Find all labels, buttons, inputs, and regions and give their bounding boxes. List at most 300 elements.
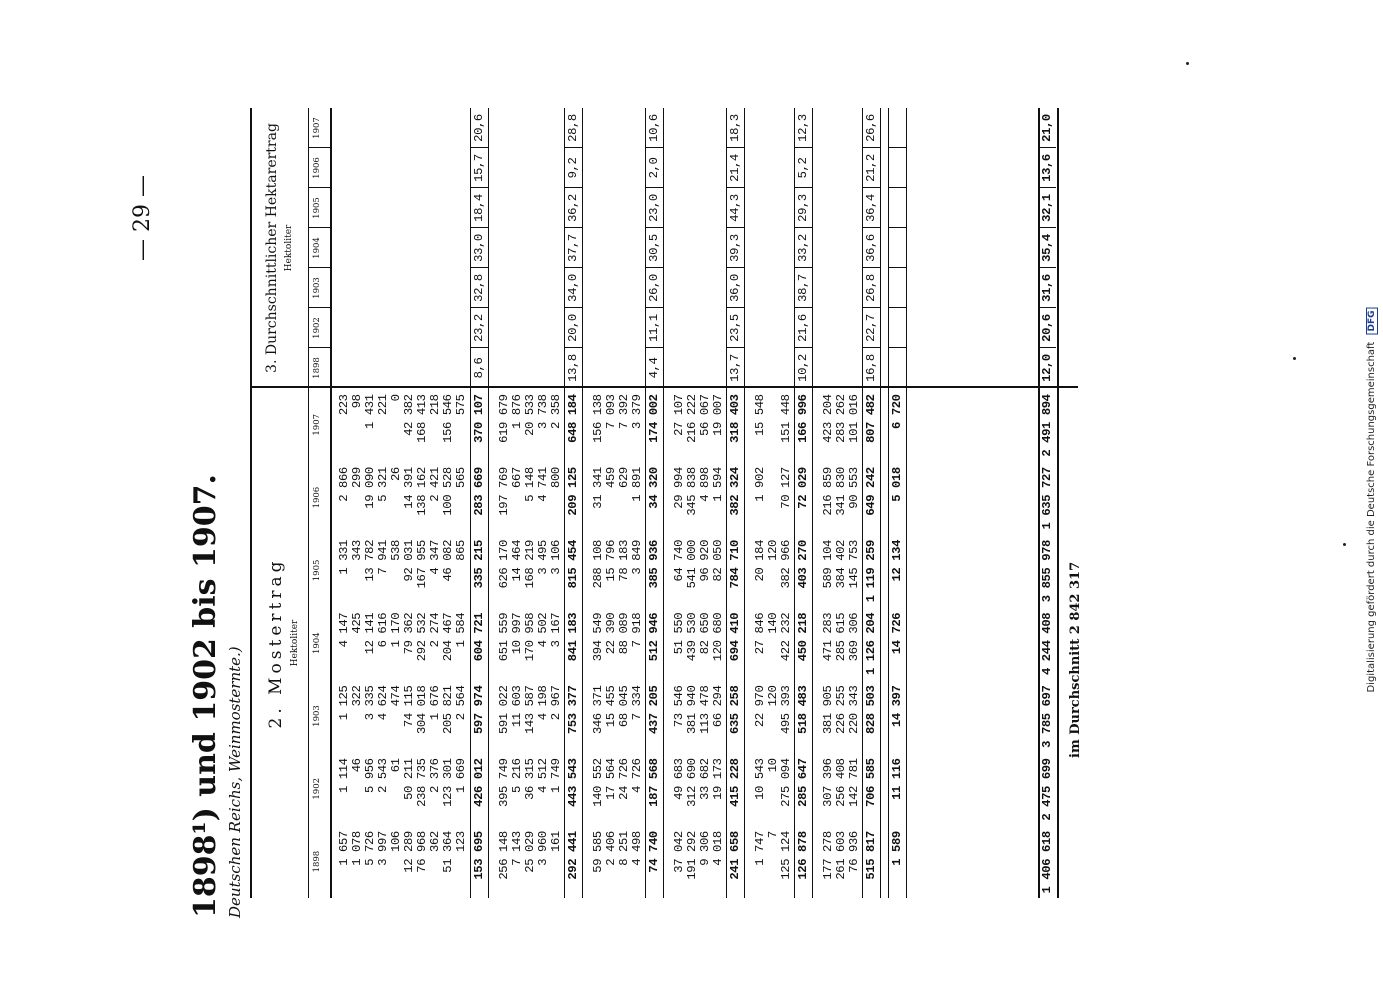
- table-bottom-rule: [1057, 108, 1059, 898]
- group-total-cell: 649 242: [864, 467, 879, 516]
- table-cell: 76 936: [847, 831, 862, 873]
- table-cell: 3 335: [363, 685, 378, 721]
- table-cell: 1 876: [509, 394, 524, 429]
- group-total-cell: 1 119 259: [864, 540, 879, 603]
- table-cell: 3 495: [535, 540, 550, 575]
- section3-title: 3. Durchschnittlicher Hektarertrag: [264, 123, 280, 373]
- table-cell: 382 966: [779, 540, 794, 589]
- group-rule: [488, 108, 489, 898]
- table-cell: 4 741: [535, 467, 550, 502]
- group-total-cell: 12 134: [890, 540, 905, 582]
- group-total-cell: 648 184: [565, 394, 580, 443]
- grand-total-cell: 1 635 727: [1040, 467, 1054, 530]
- yield-cell-rule: [727, 267, 744, 268]
- group-total-cell: 5 018: [890, 467, 905, 502]
- table-cell: 10 997: [509, 612, 524, 655]
- yield-cell: 34,0: [565, 274, 580, 302]
- table-cell: 283 262: [834, 394, 849, 443]
- yield-cell-rule: [889, 187, 906, 188]
- table-cell: 341 830: [834, 467, 849, 516]
- group-total-cell: 335 215: [471, 540, 486, 589]
- table-cell: 1 078: [350, 831, 365, 866]
- table-cell: 575: [454, 394, 469, 416]
- yield-cell-rule: [727, 147, 744, 148]
- yield-cell-rule: [863, 307, 880, 308]
- table-cell: 4 726: [629, 758, 644, 793]
- table-cell: 3 997: [376, 831, 391, 866]
- yield-cell-rule: [795, 347, 812, 348]
- table-cell: 92 031: [402, 540, 417, 582]
- table-cell: 1 584: [454, 612, 469, 648]
- table-cell: 345 838: [685, 467, 699, 516]
- grand-total-cell: 2 475 699: [1040, 758, 1054, 821]
- table-cell: 565: [454, 467, 469, 488]
- table-cell: 381 940: [685, 685, 699, 735]
- grand-yield-cell: 20,6: [1040, 314, 1054, 342]
- yield-column-rule: [308, 187, 330, 188]
- table-cell: 1 125: [337, 685, 351, 721]
- yield-cell: [891, 308, 904, 348]
- group-total-cell: 518 483: [796, 685, 811, 735]
- table-cell: 1 749: [548, 758, 563, 793]
- grand-total-cell: 4 244 408: [1040, 612, 1054, 676]
- table-cell: 7 334: [629, 685, 644, 721]
- table-cell: 541 000: [685, 540, 699, 589]
- grand-yield-cell: 35,4: [1040, 234, 1054, 262]
- table-cell: 474: [389, 685, 404, 707]
- table-cell: 205 821: [441, 685, 456, 735]
- table-cell: 100 528: [441, 467, 456, 516]
- section2-year-header: 1907: [312, 413, 322, 436]
- section2-year-header: 1904: [312, 632, 322, 655]
- table-cell: 1 747: [753, 831, 768, 866]
- table-cell: 346 371: [590, 685, 605, 735]
- table-cell: 88 089: [616, 612, 631, 655]
- section3-year-header: 1906: [312, 157, 322, 179]
- grand-total-cell: 3 855 978: [1040, 540, 1054, 603]
- table-cell: 5 726: [363, 831, 378, 866]
- table-cell: 25 029: [522, 831, 537, 873]
- yield-cell-rule: [565, 267, 582, 268]
- page-header: [130, 98, 244, 918]
- table-cell: 140: [766, 612, 781, 634]
- table-cell: 226 255: [834, 685, 849, 735]
- table-cell: 13 782: [363, 540, 378, 582]
- table-cell: 299: [350, 467, 365, 488]
- table-cell: 12 141: [363, 612, 378, 655]
- table-cell: 168 413: [415, 394, 430, 443]
- table-cell: 7 093: [603, 394, 618, 429]
- group-total-cell: 450 218: [796, 612, 811, 662]
- table-cell: 167 955: [415, 540, 430, 589]
- table-cell: 256 408: [834, 758, 849, 807]
- yield-cell-rule: [646, 227, 663, 228]
- group-total-cell: 11 116: [890, 758, 905, 800]
- yield-column-rule: [308, 307, 330, 308]
- table-cell: 101 016: [847, 394, 862, 443]
- yield-cell-rule: [795, 227, 812, 228]
- table-cell: 1 676: [428, 685, 443, 721]
- yield-cell-rule: [1039, 267, 1056, 268]
- yield-cell-rule: [889, 147, 906, 148]
- yield-cell-rule: [471, 147, 488, 148]
- table-cell: 362: [428, 831, 443, 852]
- table-cell: 46: [350, 758, 365, 773]
- group-total-cell: 187 568: [646, 758, 661, 807]
- group-total-cell: 815 454: [565, 540, 580, 589]
- section2-title: 2. Mostertrag: [266, 557, 286, 729]
- table-cell: 3 379: [629, 394, 644, 429]
- table-cell: 2 274: [428, 612, 443, 648]
- table-cell: 14 464: [509, 540, 524, 582]
- table-cell: 27 107: [671, 394, 686, 436]
- table-cell: 256 148: [496, 831, 511, 880]
- section2-year-header: 1902: [312, 777, 322, 800]
- yield-cell-rule: [889, 347, 906, 348]
- table-cell: 343: [350, 540, 365, 561]
- yield-cell-rule: [471, 187, 488, 188]
- table-cell: 216 222: [685, 394, 699, 443]
- table-cell: 197 769: [496, 467, 511, 516]
- table-cell: 22 390: [603, 612, 618, 655]
- group-rule: [744, 108, 745, 898]
- table-cell: 73 546: [671, 685, 686, 728]
- table-cell: 29 994: [671, 467, 686, 509]
- group-total-cell: 318 403: [728, 394, 743, 443]
- yield-cell-rule: [471, 307, 488, 308]
- yield-cell: 36,6: [864, 234, 879, 262]
- table-cell: 221: [376, 394, 391, 416]
- table-cell: 27 846: [753, 612, 768, 655]
- group-total-cell: 74 740: [646, 831, 661, 873]
- yield-cell: 21,4: [728, 154, 743, 182]
- table-cell: 20 533: [522, 394, 537, 436]
- table-cell: 49 683: [671, 758, 686, 800]
- table-cell: 191 292: [685, 831, 699, 880]
- table-cell: 6 616: [376, 612, 391, 648]
- table-cell: 307 396: [821, 758, 836, 807]
- grand-total-cell: 1 406 618: [1040, 831, 1054, 894]
- table-cell: 629: [616, 467, 631, 488]
- table-cell: 19 007: [711, 394, 726, 436]
- scan-speck: [1186, 62, 1189, 65]
- table-cell: 591 022: [496, 685, 511, 735]
- table-cell: 4 198: [535, 685, 550, 721]
- group-rule: [582, 108, 583, 898]
- yield-cell: 37,7: [565, 234, 580, 262]
- yield-cell: [891, 228, 904, 268]
- group-total-cell: 283 669: [471, 467, 486, 516]
- group-rule: [880, 108, 881, 898]
- group-total-cell: 706 585: [864, 758, 879, 807]
- table-cell: 19 173: [711, 758, 726, 800]
- table-cell: 123 301: [441, 758, 456, 807]
- table-cell: 142 781: [847, 758, 862, 807]
- group-total-cell: 604 721: [471, 612, 486, 662]
- yield-cell-rule: [471, 227, 488, 228]
- group-total-cell: 382 324: [728, 467, 743, 516]
- table-cell: 61: [389, 758, 404, 773]
- table-cell: 161: [548, 831, 563, 852]
- table-cell: 5 148: [522, 467, 537, 502]
- table-cell: 125 124: [779, 831, 794, 880]
- table-cell: 1 657: [337, 831, 351, 866]
- table-cell: 36 315: [522, 758, 537, 800]
- table-cell: 1 114: [337, 758, 351, 793]
- group-rule: [812, 108, 813, 898]
- table-cell: 2 376: [428, 758, 443, 793]
- yield-cell: 9,2: [565, 157, 580, 179]
- table-cell: 4 347: [428, 540, 443, 575]
- table-cell: 589 104: [821, 540, 836, 589]
- table-cell: 1 431: [363, 394, 378, 429]
- table-cell: 19 090: [363, 467, 378, 509]
- table-cell: 123: [454, 831, 469, 852]
- grand-yield-cell: 12,0: [1040, 354, 1054, 382]
- group-total-cell: 828 503: [864, 685, 879, 735]
- table-cell: 15 455: [603, 685, 618, 728]
- table-cell: 59 585: [590, 831, 605, 873]
- yield-cell-rule: [471, 347, 488, 348]
- yield-cell-rule: [471, 267, 488, 268]
- group-total-cell: 635 258: [728, 685, 743, 735]
- section2-unit: Hektoliter: [290, 619, 300, 667]
- group-total-cell: 14 726: [890, 612, 905, 655]
- group-total-cell: 807 482: [864, 394, 879, 443]
- table-cell: 76 968: [415, 831, 430, 873]
- table-cell: 651 559: [496, 612, 511, 662]
- table-cell: 98: [350, 394, 365, 409]
- document-subtitle: Deutschen Reichs, Weinmosternte.): [226, 646, 244, 918]
- yield-cell: [891, 348, 904, 388]
- yield-cell-rule: [565, 147, 582, 148]
- yield-cell: 4,4: [646, 357, 661, 379]
- grand-yield-cell: 32,1: [1040, 194, 1054, 222]
- yield-column-rule: [308, 267, 330, 268]
- table-cell: 51 364: [441, 831, 456, 873]
- table-cell: 5 956: [363, 758, 378, 793]
- group-total-cell: 174 002: [646, 394, 661, 443]
- yield-column-rule: [308, 227, 330, 228]
- table-cell: 15 796: [603, 540, 618, 582]
- yield-cell: 13,8: [565, 354, 580, 382]
- yield-cell: 26,8: [864, 274, 879, 302]
- table-cell: 619 679: [496, 394, 511, 443]
- yield-cell-rule: [727, 307, 744, 308]
- table-cell: 22 970: [753, 685, 768, 728]
- yield-cell: 20,0: [565, 314, 580, 342]
- group-total-cell: 403 270: [796, 540, 811, 589]
- table-cell: 51 550: [671, 612, 686, 655]
- table-cell: 369 306: [847, 612, 862, 662]
- section3-year-header: 1907: [312, 117, 322, 139]
- dfg-logo: DFG: [1366, 307, 1378, 334]
- group-total-cell: 285 647: [796, 758, 811, 807]
- table-cell: 145 753: [847, 540, 862, 589]
- group-total-cell: 694 410: [728, 612, 743, 662]
- table-cell: 143 587: [522, 685, 537, 735]
- table-cell: 381 905: [821, 685, 836, 735]
- section3-unit: Hektoliter: [284, 224, 294, 272]
- table-cell: 26: [389, 467, 404, 482]
- table-cell: 800: [548, 467, 563, 488]
- yield-cell-rule: [565, 307, 582, 308]
- yield-cell: 23,2: [471, 314, 486, 342]
- yield-cell: 38,7: [796, 274, 811, 302]
- table-cell: 10 543: [753, 758, 768, 800]
- yield-cell-rule: [863, 347, 880, 348]
- group-total-cell: 512 946: [646, 612, 661, 662]
- group-total-cell: 153 695: [471, 831, 486, 880]
- yield-cell: 28,8: [565, 114, 580, 142]
- yield-cell-rule: [889, 267, 906, 268]
- scan-speck: [1343, 543, 1346, 546]
- yield-cell-rule: [889, 227, 906, 228]
- table-cell: 7 143: [509, 831, 524, 866]
- table-cell: 8 251: [616, 831, 631, 866]
- table-cell: 11 603: [509, 685, 524, 728]
- table-cell: 0: [389, 394, 404, 402]
- table-cell: 15 548: [753, 394, 768, 436]
- table-cell: 238 735: [415, 758, 430, 807]
- table-cell: 90 553: [847, 467, 862, 509]
- section2-year-header: 1906: [312, 486, 322, 509]
- table-cell: 2 421: [428, 467, 443, 502]
- group-total-cell: 443 543: [565, 758, 580, 807]
- table-cell: 4 898: [698, 467, 713, 502]
- grand-total-cell: 3 785 697: [1040, 685, 1054, 748]
- table-cell: 140 552: [590, 758, 605, 807]
- group-total-cell: 72 029: [796, 467, 811, 509]
- section3-year-header: 1904: [312, 237, 322, 259]
- table-cell: 74 115: [402, 685, 417, 728]
- yield-cell: 2,0: [646, 157, 661, 179]
- group-total-cell: 515 817: [864, 831, 879, 880]
- table-cell: 495 393: [779, 685, 794, 735]
- yield-cell: [891, 268, 904, 308]
- table-cell: 322: [350, 685, 365, 707]
- table-cell: 20 184: [753, 540, 768, 582]
- section2-year-header: 1903: [312, 705, 322, 727]
- section2-year-header: 1898: [312, 850, 322, 873]
- table-cell: 439 530: [685, 612, 699, 662]
- table-cell: 216 859: [821, 467, 836, 516]
- group-total-cell: 437 205: [646, 685, 661, 735]
- yield-cell-rule: [795, 307, 812, 308]
- table-cell: 459: [603, 467, 618, 488]
- table-cell: 120: [766, 685, 781, 707]
- table-cell: 423 204: [821, 394, 836, 443]
- table-cell: 120: [766, 540, 781, 561]
- table-cell: 312 690: [685, 758, 699, 807]
- group-total-cell: 784 710: [728, 540, 743, 589]
- table-cell: 422 232: [779, 612, 794, 662]
- yield-cell: [891, 148, 904, 188]
- table-cell: 78 183: [616, 540, 631, 582]
- yield-cell: 23,5: [728, 314, 743, 342]
- group-total-cell: 753 377: [565, 685, 580, 735]
- table-cell: 4 512: [535, 758, 550, 793]
- table-cell: 2 406: [603, 831, 618, 866]
- table-cell: 7: [766, 831, 781, 839]
- yield-cell: 15,7: [471, 154, 486, 182]
- group-total-cell: 6 720: [890, 394, 905, 429]
- table-cell: 2 967: [548, 685, 563, 721]
- table-cell: 1 331: [337, 540, 351, 575]
- table-cell: 3 106: [548, 540, 563, 575]
- digitization-note: [1366, 307, 1378, 692]
- yield-cell: 5,2: [796, 157, 811, 179]
- yield-cell-rule: [1039, 147, 1056, 148]
- yield-cell: 20,6: [471, 114, 486, 142]
- yield-cell: 21,6: [796, 314, 811, 342]
- table-cell: 218: [428, 394, 443, 416]
- group-rule: [906, 108, 907, 898]
- table-cell: 204 467: [441, 612, 456, 662]
- digitization-text: Digitalisierung gefördert durch die Deutsche Forschungsgemeinschaft: [1366, 341, 1377, 693]
- group-rule: [663, 108, 664, 898]
- yield-cell-rule: [727, 187, 744, 188]
- table-cell: 82 650: [698, 612, 713, 655]
- grand-yield-cell: 31,6: [1040, 274, 1054, 302]
- table-cell: 138 162: [415, 467, 430, 516]
- yield-cell: 10,6: [646, 114, 661, 142]
- table-cell: 626 170: [496, 540, 511, 589]
- yield-cell-rule: [863, 267, 880, 268]
- table-cell: 7 918: [629, 612, 644, 648]
- table-cell: 31 341: [590, 467, 605, 509]
- table-cell: 12 289: [402, 831, 417, 873]
- yield-cell: 11,1: [646, 314, 661, 342]
- table-cell: 4 502: [535, 612, 550, 648]
- table-cell: 1 891: [629, 467, 644, 502]
- yield-cell: 33,0: [471, 234, 486, 262]
- yield-cell: 44,3: [728, 194, 743, 222]
- page-number: — 29 —: [130, 175, 155, 261]
- table-cell: 1 669: [454, 758, 469, 793]
- grand-yield-cell: 13,6: [1040, 154, 1054, 182]
- scan-speck: [1293, 357, 1296, 360]
- table-cell: 156 138: [590, 394, 605, 443]
- group-total-cell: 1 589: [890, 831, 905, 866]
- table-cell: 156 546: [441, 394, 456, 443]
- table-cell: 4 624: [376, 685, 391, 721]
- table-cell: 395 749: [496, 758, 511, 807]
- table-cell: 865: [454, 540, 469, 561]
- table-cell: 120 680: [711, 612, 726, 662]
- group-total-cell: 166 996: [796, 394, 811, 443]
- yield-cell-rule: [646, 347, 663, 348]
- table-cell: 4 018: [711, 831, 726, 866]
- yield-cell-rule: [889, 307, 906, 308]
- yield-cell: 39,3: [728, 234, 743, 262]
- yield-cell: [891, 188, 904, 228]
- table-top-rule: [250, 108, 252, 898]
- table-cell: 170 958: [522, 612, 537, 662]
- table-cell: 223: [337, 394, 351, 416]
- table-cell: 66 294: [711, 685, 726, 728]
- table-cell: 2 564: [454, 685, 469, 721]
- table-cell: 70 127: [779, 467, 794, 509]
- yield-cell-rule: [646, 147, 663, 148]
- yield-cell-rule: [795, 147, 812, 148]
- yield-column-rule: [308, 347, 330, 348]
- table-cell: 5 321: [376, 467, 391, 502]
- table-cell: 46 082: [441, 540, 456, 582]
- table-cell: 82 050: [711, 540, 726, 582]
- yield-cell-rule: [795, 187, 812, 188]
- yield-cell-rule: [727, 227, 744, 228]
